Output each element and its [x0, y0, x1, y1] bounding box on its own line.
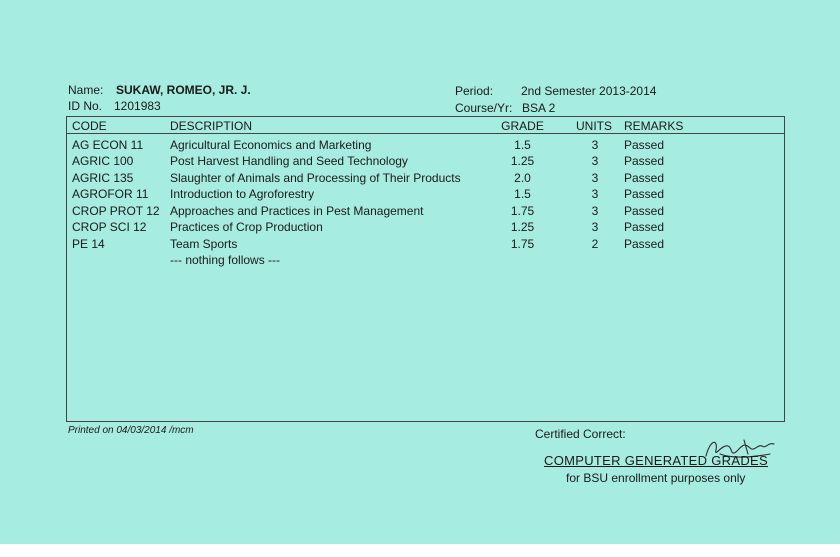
- table-row: [0, 171, 840, 185]
- id-number: 1201983: [114, 99, 161, 113]
- header-remarks: REMARKS: [624, 119, 684, 133]
- course-grade: 2.0: [514, 171, 531, 185]
- course-description: Agricultural Economics and Marketing: [170, 138, 372, 152]
- header-divider: [66, 133, 785, 134]
- course-description: Team Sports: [170, 237, 238, 251]
- course-code: AGRIC 100: [72, 154, 134, 168]
- course-description: Post Harvest Handling and Seed Technology: [170, 154, 408, 168]
- course-code: PE 14: [72, 237, 105, 251]
- course-grade: 1.25: [510, 154, 535, 168]
- course-remarks: Passed: [624, 154, 665, 168]
- course-units: 3: [591, 187, 599, 201]
- table-header-row: [0, 119, 840, 133]
- certified-correct-label: Certified Correct:: [535, 427, 626, 441]
- computer-generated-grades-title: COMPUTER GENERATED GRADES: [544, 453, 768, 468]
- id-label: ID No.: [68, 99, 103, 113]
- period-value: 2nd Semester 2013-2014: [521, 84, 657, 98]
- course-description: Practices of Crop Production: [170, 220, 323, 234]
- course-units: 3: [591, 154, 599, 168]
- course-code: AG ECON 11: [72, 138, 144, 152]
- course-grade: 1.75: [510, 204, 535, 218]
- table-row: [0, 237, 840, 251]
- header-grade: GRADE: [501, 119, 544, 133]
- table-row: [0, 204, 840, 218]
- course-grade: 1.75: [510, 237, 535, 251]
- course-grade: 1.5: [514, 138, 531, 152]
- course-units: 3: [591, 138, 599, 152]
- course-remarks: Passed: [624, 138, 665, 152]
- course-units: 2: [591, 237, 599, 251]
- course-code: AGRIC 135: [72, 171, 134, 185]
- table-row: [0, 154, 840, 168]
- course-grade: 1.25: [510, 220, 535, 234]
- course-description: Introduction to Agroforestry: [170, 187, 315, 201]
- course-label: Course/Yr:: [455, 101, 513, 115]
- course-code: CROP PROT 12: [72, 204, 160, 218]
- enrollment-purpose-note: for BSU enrollment purposes only: [566, 471, 746, 485]
- header-units: UNITS: [576, 119, 612, 133]
- course-remarks: Passed: [624, 204, 665, 218]
- course-grade: 1.5: [514, 187, 531, 201]
- printed-on-note: Printed on 04/03/2014 /mcm: [68, 425, 194, 436]
- course-remarks: Passed: [624, 220, 665, 234]
- header-description: DESCRIPTION: [170, 119, 253, 133]
- end-note-row: [0, 253, 840, 267]
- course-code: CROP SCI 12: [72, 220, 147, 234]
- course-units: 3: [591, 204, 599, 218]
- course-value: BSA 2: [522, 101, 556, 115]
- course-remarks: Passed: [624, 187, 665, 201]
- student-name: SUKAW, ROMEO, JR. J.: [116, 83, 251, 97]
- course-description: Approaches and Practices in Pest Management: [170, 204, 424, 218]
- name-label: Name:: [68, 83, 104, 97]
- table-row: [0, 138, 840, 152]
- header-code: CODE: [72, 119, 107, 133]
- table-row: [0, 187, 840, 201]
- table-row: [0, 220, 840, 234]
- period-label: Period:: [455, 84, 494, 98]
- course-remarks: Passed: [624, 171, 665, 185]
- course-units: 3: [591, 171, 599, 185]
- course-description: Slaughter of Animals and Processing of Their Products: [170, 171, 461, 185]
- course-units: 3: [591, 220, 599, 234]
- nothing-follows-note: --- nothing follows ---: [170, 253, 281, 267]
- course-remarks: Passed: [624, 237, 665, 251]
- course-code: AGROFOR 11: [72, 187, 149, 201]
